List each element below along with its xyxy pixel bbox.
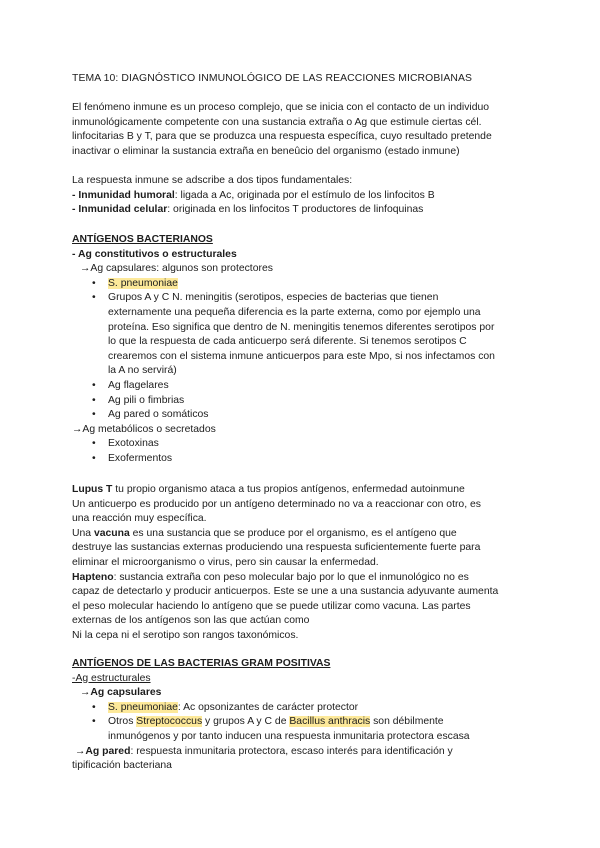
celular-text: : originada en los linfocitos T productores de linfoquinas [167, 204, 424, 216]
list-item [72, 291, 532, 379]
text-line: Ni la cepa ni el serotipo son rangos taxonómicos. [72, 629, 299, 641]
highlight: Streptococcus [136, 716, 203, 728]
highlight: S. pneumoniae [108, 701, 178, 713]
definitions-block [72, 483, 532, 644]
immune-response-types [72, 174, 532, 218]
vacuna-line: Una vacuna es una sustancia que se produce por el organismo, es el antígeno que [72, 527, 457, 539]
vacuna-label: vacuna [93, 527, 130, 539]
hapteno-line: Hapteno: sustancia extraña con peso molecular bajo por lo que el inmunológico no es [72, 571, 469, 583]
text-line: capaz de detectarlo y producir anticuerpos. Este se une a una sustancia adyuvante aumenta [72, 586, 499, 598]
humoral-line [72, 189, 532, 204]
text-line: el peso molecular haciendo lo antígeno que se puede utilizar como vacuna. Las partes [72, 600, 471, 612]
text-line: eliminar el microorganismo o virus, pero sin causar la enfermedad. [72, 556, 379, 568]
list-item: • Exofermentos [72, 452, 532, 467]
text-line: destruye las sustancias externas produciendo una respuesta suficientemente fuerte para [72, 542, 481, 554]
text-line: El fenómeno inmune es un proceso complejo, que se inicia con el contacto de un individuo [72, 102, 490, 113]
text-line: linfocitarias B y T, para que se produzca una respuesta específica, cuyo resultado pretende [72, 131, 492, 143]
text-line: una reacción muy específica. [72, 513, 207, 525]
subheading: -Ag estructurales [72, 672, 151, 684]
list-item [72, 277, 532, 292]
text-line: externas de los antígenos son las que actúan como [72, 615, 310, 627]
text-line: la A no servirá) [108, 365, 177, 377]
humoral-label: - Inmunidad humoral [72, 189, 175, 201]
list-item [72, 715, 532, 744]
text-line: externamente una pequeña diferencia es la parte externa, como por ejemplo una [108, 306, 481, 318]
page-title: TEMA 10: DIAGNÓSTICO INMUNOLÓGICO DE LAS REACCIONES MICROBIANAS [72, 73, 473, 84]
section-heading: ANTÍGENOS DE LAS BACTERIAS GRAM POSITIVAS [72, 658, 331, 669]
hapteno-label: Hapteno [72, 571, 114, 583]
list-item: • Ag pili o fimbrias [72, 394, 532, 409]
subheading: - Ag constitutivos o estructurales [72, 248, 237, 260]
list-item: • Exotoxinas [72, 437, 532, 452]
text-line: proteína. Eso significa que dentro de N. meningitis tenemos diferentes serotipos por [108, 321, 495, 333]
section-heading: ANTÍGENOS BACTERIANOS [72, 234, 213, 245]
text-line: • Grupos A y C N. meningitis (serotipos, especies de bacterias que tienen [108, 292, 439, 304]
list-item: • Ag flagelares [72, 379, 532, 394]
text-line: inactivar o eliminar la sustancia extraña en beneûcio del organismo (estado inmune) [72, 145, 460, 157]
list-item: • Ag pared o somáticos [72, 408, 532, 423]
text-line: tipificación bacteriana [72, 760, 172, 772]
text-line: crearemos con el sistema inmune anticuerpos para este Mpo, si nos infectamos con [108, 350, 495, 362]
text-line: Un anticuerpo es producido por un antígeno determinado no va a reaccionar con otro, es [72, 498, 481, 510]
intro-paragraph [72, 101, 532, 159]
highlight: Bacillus anthracis [289, 716, 371, 728]
arrow-item: →Ag capsulares: algunos son protectores [80, 263, 273, 275]
humoral-text: : ligada a Ac, originada por el estímulo de los linfocitos B [174, 189, 435, 201]
arrow-item: →Ag capsulares [80, 687, 162, 699]
pared-line: →Ag pared: respuesta inmunitaria protectora, escaso interés para identificación y [75, 745, 453, 757]
celular-label: - Inmunidad celular [72, 204, 168, 216]
text-line: La respuesta inmune se adscribe a dos tipos fundamentales: [72, 175, 353, 186]
text-line: lo que la respuesta de cada anticuerpo será diferente. Si tenemos serotipos C [108, 336, 467, 348]
arrow-item: →Ag metabólicos o secretados [72, 423, 216, 435]
highlight: S. pneumoniae [108, 277, 178, 289]
text-line: • Otros Streptococcus y grupos A y C de Bacillus anthracis son débilmente [108, 716, 444, 728]
celular-line [72, 203, 532, 218]
text-line: inmunológicamente competente con una sustancia extraña o Ag que estimule ciertas cél. [72, 116, 482, 128]
section-bacterial-antigens [72, 233, 532, 467]
list-item: • S. pneumoniae: Ac opsonizantes de carácter protector [72, 701, 532, 716]
lupus-line: Lupus T tu propio organismo ataca a tus propios antígenos, enfermedad autoinmune [72, 484, 465, 495]
lupus-label: Lupus T [72, 484, 113, 495]
text-line: inmunógenos y por tanto inducen una respuesta inmunitaria protectora escasa [108, 730, 470, 742]
section-gram-positive [72, 657, 532, 774]
